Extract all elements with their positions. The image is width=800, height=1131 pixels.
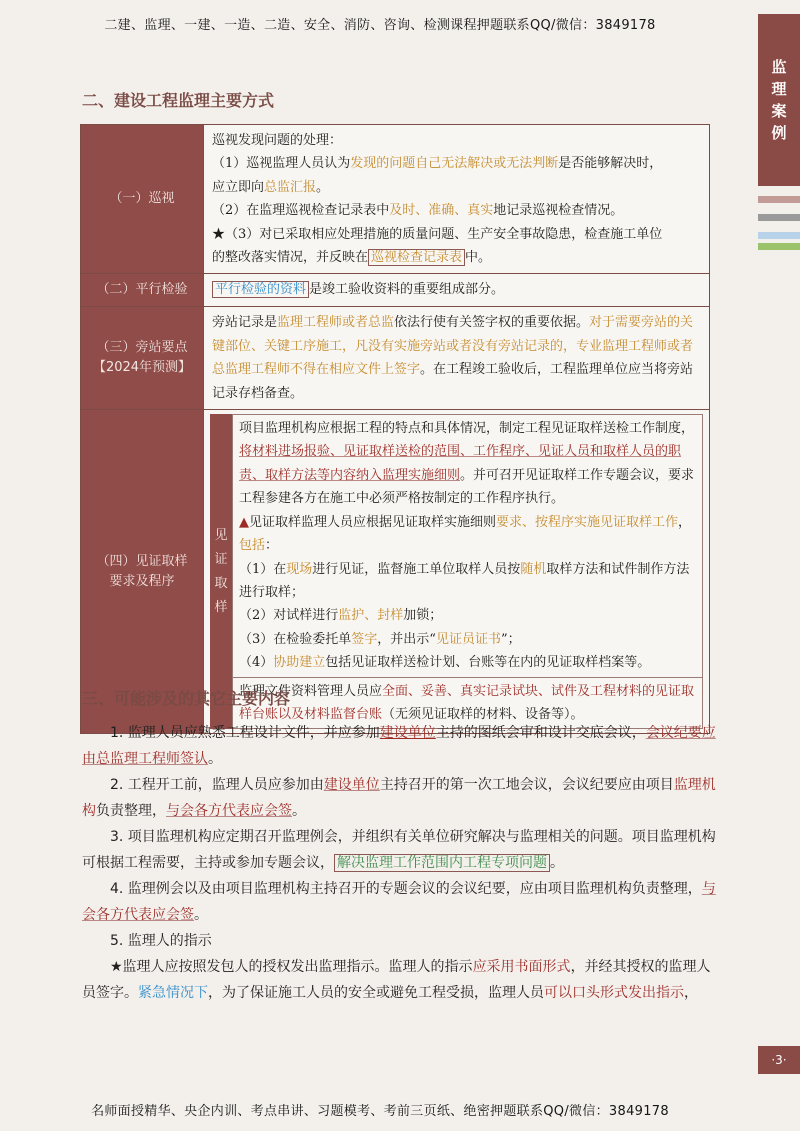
side-tab-case xyxy=(758,14,800,186)
paragraph xyxy=(82,720,720,772)
text-line xyxy=(212,199,701,222)
content-cell xyxy=(204,125,710,274)
text-run: 签字 xyxy=(351,631,378,647)
text-run: 中。 xyxy=(465,250,492,266)
text-run: 见证员证书 xyxy=(435,631,501,647)
text-line xyxy=(239,511,696,558)
text-run: ★监理人应按照发包人的授权发出监理指示。监理人的指示 xyxy=(110,959,473,975)
rich-text xyxy=(212,311,701,405)
text-run: 是竣工验收资料的重要组成部分。 xyxy=(309,282,505,298)
text-run: 的整改落实情况，并反映在 xyxy=(212,250,369,266)
text-run: （3）在检验委托单 xyxy=(239,631,352,647)
text-run: 与会各方代表应会签 xyxy=(166,803,292,819)
paragraph xyxy=(82,954,720,1006)
text-run: 地记录巡视检查情况。 xyxy=(493,203,624,219)
text-line xyxy=(212,176,701,199)
text-run: 主持召开的第一次工地会议，会议纪要应由项目 xyxy=(379,777,674,793)
text-run: （无须见证取样的材料、设备等）。 xyxy=(382,706,584,722)
rich-text xyxy=(212,278,701,301)
text-run: 紧急情况下 xyxy=(138,985,208,1001)
text-run: 监护、封样 xyxy=(338,608,404,624)
text-run: （1）巡视监理人员认为 xyxy=(212,156,351,172)
text-run: （2）对试样进行 xyxy=(239,608,339,624)
text-run: 负责整理， xyxy=(96,803,166,819)
side-tab-char: 监 xyxy=(771,58,787,76)
text-run: ， xyxy=(684,985,698,1001)
text-run: 包括 xyxy=(239,538,266,554)
text-line xyxy=(239,558,696,605)
text-run: 应采用书面形式 xyxy=(472,959,571,975)
category-cell: （二）平行检验 xyxy=(81,274,204,307)
text-run: 监理工程师或者总监 xyxy=(277,315,395,331)
text-run: 。 xyxy=(550,855,564,871)
text-run: ， xyxy=(678,514,692,530)
text-run: 见证取样监理人员应根据见证取样实施细则 xyxy=(249,514,497,530)
text-run: 监理机构 xyxy=(82,777,716,819)
text-run: 巡视检查记录表 xyxy=(368,249,465,266)
text-run: ，并经其授权的监理人员签字。 xyxy=(82,959,711,1001)
category-cell: （四）见证取样 要求及程序 xyxy=(81,410,204,734)
text-run: 监理文件资料管理人员应 xyxy=(239,683,383,699)
table-row xyxy=(81,307,710,410)
side-stripe-gray xyxy=(758,214,800,221)
text-run: 与会各方代表应会签 xyxy=(82,881,716,923)
text-run: ▲ xyxy=(239,514,249,530)
text-run: 。在工程竣工验收后，工程监理单位应当将旁站记录存档备查。 xyxy=(212,362,694,401)
text-run: 发现的问题自己无法解决或无法判断 xyxy=(350,156,559,172)
text-run: 协助建立 xyxy=(273,655,326,671)
category-cell: （三）旁站要点 【2024年预测】 xyxy=(81,307,204,410)
text-run: 3. 项目监理机构应定期召开监理例会，并组织有关单位研究解决与监理相关的问题。项目监理机构可根据工程需要，主持或参加专题会议， xyxy=(82,829,716,871)
text-run: （4） xyxy=(239,655,274,671)
text-run: 加锁； xyxy=(403,608,443,624)
text-run: 全面、妥善、真实记录试块、试件及工程材料的见证取样台账以及材料监督台账 xyxy=(239,683,695,722)
text-run: 是否能够解决时， xyxy=(558,156,663,172)
text-run: 可以口头形式发出指示 xyxy=(544,985,684,1001)
text-run: 主持的图纸会审和设计交底会议， xyxy=(435,725,646,741)
text-run: 应立即向 xyxy=(212,179,265,195)
text-line xyxy=(212,246,701,269)
text-run: 将材料进场报验、见证取样送检的范围、工作程序、见证人员和取样人员的职责、取样方法等内容纳入监理实施细则 xyxy=(239,444,682,483)
footer-contact-line: 名师面授精华、央企内训、考点串讲、习题模考、考前三页纸、绝密押题联系QQ/微信：3849178 xyxy=(91,1104,669,1119)
page-number-tab: ·3· xyxy=(758,1046,800,1074)
category-cell: （一）巡视 xyxy=(81,125,204,274)
text-run: 2. 工程开工前，监理人员应参加由 xyxy=(110,777,324,793)
text-run: ”； xyxy=(500,631,521,647)
text-run: （2）在监理巡视检查记录表中 xyxy=(212,203,390,219)
rich-text xyxy=(212,129,701,269)
text-run: 进行见证，监督施工单位取样人员按 xyxy=(312,561,521,577)
content-cell xyxy=(204,307,710,410)
side-tab-char: 理 xyxy=(771,80,787,98)
content-cell xyxy=(204,274,710,307)
text-run: 现场 xyxy=(286,561,313,577)
text-run: ，为了保证施工人员的安全或避免工程受损，监理人员 xyxy=(208,985,544,1001)
text-run: 。 xyxy=(194,907,208,923)
text-line xyxy=(212,129,701,152)
text-line xyxy=(212,223,701,246)
side-stripe-blue xyxy=(758,232,800,239)
text-run: 解决监理工作范围内工程专项问题 xyxy=(334,854,550,872)
text-line xyxy=(239,651,696,674)
paragraph xyxy=(82,928,720,954)
text-run: 会议纪要应由总监理工程师签认 xyxy=(82,725,716,767)
text-line xyxy=(239,628,696,651)
text-run: 。 xyxy=(208,751,222,767)
side-stripe-rose xyxy=(758,196,800,203)
paragraph xyxy=(82,772,720,824)
text-run: 1. 监理人员应熟悉工程设计文件，并应参加 xyxy=(110,725,380,741)
text-run: 巡视发现问题的处理： xyxy=(212,133,343,148)
text-run: 4. 监理例会以及由项目监理机构主持召开的专题会议的会议纪要，应由项目监理机构负责整理， xyxy=(110,881,702,897)
header-contact-line: 二建、监理、一建、一造、二造、安全、消防、咨询、检测课程押题联系QQ/微信：3849178 xyxy=(104,18,656,33)
text-run: 平行检验的资料 xyxy=(212,281,309,298)
sampling-procedure-box xyxy=(232,414,703,677)
text-run: ： xyxy=(265,538,279,554)
text-run: 。并可召开见证取样工作专题会议，要求工程参建各方在施工中必须严格按制定的工作程序执行。 xyxy=(239,467,695,507)
text-run: 。 xyxy=(316,179,330,195)
text-run: ，并出示“ xyxy=(377,631,436,647)
supervision-methods-table xyxy=(80,124,710,734)
paragraph xyxy=(82,824,720,876)
text-run: 及时、准确、真实 xyxy=(389,203,494,219)
text-run: （1）在 xyxy=(239,561,287,577)
side-stripe-green xyxy=(758,243,800,250)
section3-title: 三、可能涉及的其它主要内容 xyxy=(82,689,291,708)
paragraph xyxy=(82,876,720,928)
text-run: 建设单位 xyxy=(323,777,380,793)
text-run: 。 xyxy=(292,803,306,819)
text-run: ★（3）对已采取相应处理措施的质量问题、生产安全事故隐患，检查施工单位 xyxy=(212,226,663,242)
side-tab-char: 例 xyxy=(771,124,787,142)
table-row xyxy=(81,125,710,274)
witness-sampling-label: 见 证 取 样 xyxy=(210,414,232,729)
text-run: 随机 xyxy=(520,561,547,577)
text-line xyxy=(239,604,696,627)
side-tab-char: 案 xyxy=(771,102,787,120)
text-run: 对于需要旁站的关键部位、关键工序施工，凡没有实施旁站或者没有旁站记录的，专业监理工程师或者总监理工程师不得在相应文件上签字 xyxy=(212,315,694,378)
text-run: 包括见证取样送检计划、台账等在内的见证取样档案等。 xyxy=(325,655,651,671)
text-run: 总监汇报 xyxy=(264,179,317,195)
table-row xyxy=(81,274,710,307)
text-run: 建设单位 xyxy=(379,725,436,741)
text-run: 依法行使有关签字权的重要依据。 xyxy=(394,315,590,331)
text-run: 旁站记录是 xyxy=(212,315,278,331)
text-line xyxy=(239,417,696,511)
section3-body xyxy=(82,720,720,1006)
text-run: 取样方法和试件制作方法进行取样； xyxy=(239,561,690,600)
text-run: 项目监理机构应根据工程的特点和具体情况，制定工程见证取样送检工作制度， xyxy=(239,421,695,437)
text-run: 5. 监理人的指示 xyxy=(110,933,212,949)
text-line xyxy=(212,152,701,175)
text-run: 要求、按程序实施见证取样工作 xyxy=(496,514,679,530)
section2-title: 二、建设工程监理主要方式 xyxy=(82,91,275,110)
